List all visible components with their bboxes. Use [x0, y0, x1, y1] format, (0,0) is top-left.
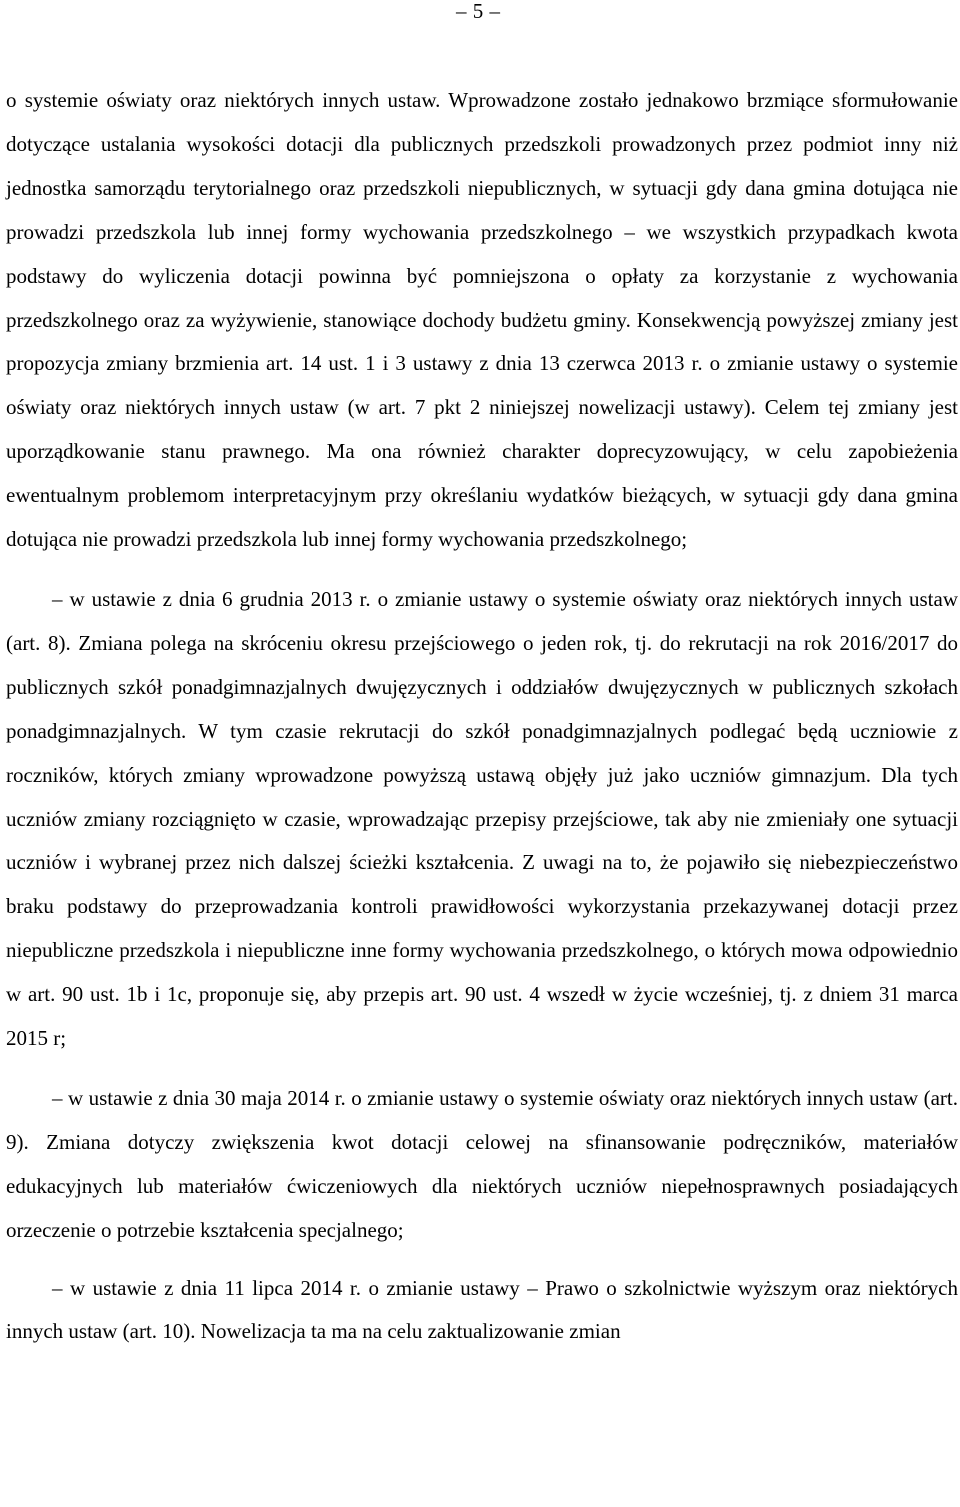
- page-number: – 5 –: [456, 0, 501, 23]
- paragraph-intro: o systemie oświaty oraz niektórych innych ustaw. Wprowadzone zostało jednakowo brzmiące sformułowanie dotyczące ustalania wysokości dotacji dla publicznych przedszkoli prowadzonych przez podmiot inny niż jednostka samorządu terytorialnego oraz przedszkoli niepublicznych, w sytuacji gdy dana gmina dotująca nie prowadzi przedszkola lub innej formy wychowania przedszkolnego – we wszystkich przypadkach kwota podstawy do wyliczenia dotacji powinna być pomniejszona o opłaty za korzystanie z wychowania przedszkolnego oraz za wyżywienie, stanowiące dochody budżetu gminy. Konsekwencją powyższej zmiany jest propozycja zmiany brzmienia art. 14 ust. 1 i 3 ustawy z dnia 13 czerwca 2013 r. o zmianie ustawy o systemie oświaty oraz niektórych innych ustaw (w art. 7 pkt 2 niniejszej nowelizacji ustawy). Celem tej zmiany jest uporządkowanie stanu prawnego. Ma ona również charakter doprecyzowujący, w celu zapobieżenia ewentualnym problemom interpretacyjnym przy określaniu wydatków bieżących, w sytuacji gdy dana gmina dotująca nie prowadzi przedszkola lub innej formy wychowania przedszkolnego;: [6, 88, 958, 552]
- list-item-art-10: – w ustawie z dnia 11 lipca 2014 r. o zmianie ustawy – Prawo o szkolnictwie wyższym oraz niektórych innych ustaw (art. 10). Nowelizacja ta ma na celu zaktualizowanie zmian: [6, 1275, 958, 1344]
- list-item-art-9: – w ustawie z dnia 30 maja 2014 r. o zmianie ustawy o systemie oświaty oraz niektórych innych ustaw (art. 9). Zmiana dotyczy zwiększenia kwot dotacji celowej na sfinansowanie podręczników, materiałów edukacyjnych lub materiałów ćwiczeniowych dla niektórych uczniów niepełnosprawnych posiadających orzeczenie o potrzebie kształcenia specjalnego;: [6, 1085, 958, 1242]
- paragraph-spacer: [6, 1253, 958, 1267]
- body-text: [6, 79, 958, 1354]
- list-item-art-8: – w ustawie z dnia 6 grudnia 2013 r. o zmianie ustawy o systemie oświaty oraz niektórych innych ustaw (art. 8). Zmiana polega na skróceniu okresu przejściowego o jeden rok, tj. do rekrutacji na rok 2016/2017 do publicznych szkół ponadgimnazjalnych dwujęzycznych i oddziałów dwujęzycznych w publicznych szkołach ponadgimnazjalnych. W tym czasie rekrutacji do szkół ponadgimnazjalnych podlegać będą uczniowie z roczników, których zmiany wprowadzone powyższą ustawą objęły już jako uczniów gimnazjum. Dla tych uczniów zmiany rozciągnięto w czasie, wprowadzając przepisy przejściowe, tak aby nie zmieniały one sytuacji uczniów i wybranej przez nich dalszej ścieżki kształcenia. Z uwagi na to, że pojawiło się niebezpieczeństwo braku podstawy do przeprowadzania kontroli prawidłowości wykorzystania przekazywanej dotacji przez niepubliczne przedszkola i niepubliczne inne formy wychowania przedszkolnego, o których mowa odpowiednio w art. 90 ust. 1b i 1c, proponuje się, aby przepis art. 90 ust. 4 wszedł w życie wcześniej, tj. z dniem 31 marca 2015 r;: [6, 586, 958, 1051]
- paragraph-spacer: [6, 562, 958, 578]
- paragraph-spacer: [6, 1061, 958, 1077]
